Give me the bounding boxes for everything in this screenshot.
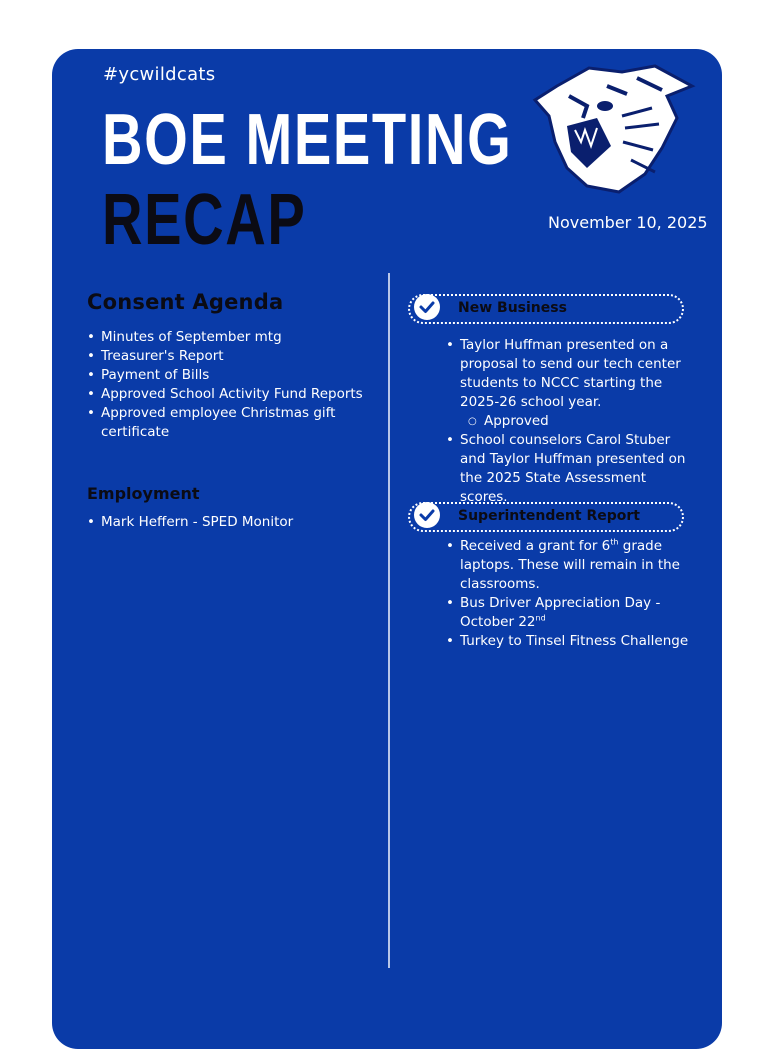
- new-business-heading: New Business: [458, 300, 567, 316]
- new-business-header: [408, 294, 684, 324]
- superintendent-report-heading: Superintendent Report: [458, 508, 640, 524]
- superintendent-report-header: [408, 502, 684, 532]
- list-item: • Approved School Activity Fund Reports: [87, 385, 372, 404]
- list-item: • Turkey to Tinsel Fitness Challenge: [446, 632, 696, 651]
- hashtag: #ycwildcats: [103, 64, 216, 85]
- wildcat-logo-icon: [527, 56, 697, 196]
- column-divider: [388, 273, 390, 968]
- list-item: • Minutes of September mtg: [87, 328, 372, 347]
- meeting-date: November 10, 2025: [548, 213, 708, 232]
- checkmark-icon: [414, 294, 440, 320]
- list-item: • Received a grant for 6th grade laptops. These will remain in the classrooms.: [446, 537, 696, 594]
- new-business-list: [446, 336, 696, 507]
- employment-list: [87, 513, 372, 532]
- list-item: • Taylor Huffman presented on a proposal to send our tech center students to NCCC starting the 2025-26 school year.: [446, 336, 696, 412]
- employment-heading: Employment: [87, 484, 200, 503]
- superintendent-report-list: [446, 537, 696, 651]
- consent-agenda-list: [87, 328, 372, 442]
- title-line-1: BOE MEETING: [102, 100, 513, 180]
- list-item: • Payment of Bills: [87, 366, 372, 385]
- list-item: • Approved employee Christmas gift certificate: [87, 404, 372, 442]
- list-item: • Bus Driver Appreciation Day - October 22nd: [446, 594, 696, 632]
- list-item: • School counselors Carol Stuber and Taylor Huffman presented on the 2025 State Assessment scores.: [446, 431, 696, 507]
- list-item: • Mark Heffern - SPED Monitor: [87, 513, 372, 532]
- title-line-2: RECAP: [102, 180, 307, 260]
- list-item: • Treasurer's Report: [87, 347, 372, 366]
- consent-agenda-heading: Consent Agenda: [87, 290, 284, 314]
- list-sub-item: ○ Approved: [446, 412, 696, 431]
- checkmark-icon: [414, 502, 440, 528]
